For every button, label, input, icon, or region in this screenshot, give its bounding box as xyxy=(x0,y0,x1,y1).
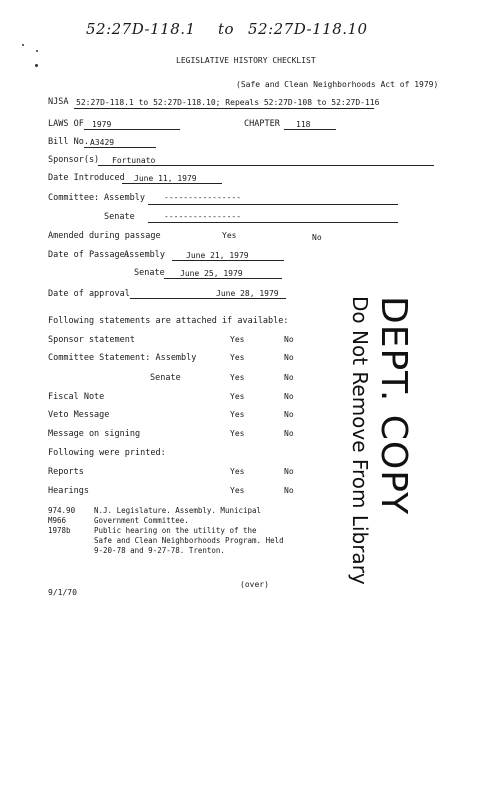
citation-line: N.J. Legislature. Assembly. Municipal xyxy=(94,506,262,515)
act-name: (Safe and Clean Neighborhoods Act of 1979) xyxy=(236,80,439,89)
date-code: 9/1/70 xyxy=(48,588,77,597)
statement-row-yes: Yes xyxy=(230,373,245,382)
committee-senate-underline xyxy=(148,222,398,223)
statement-row-yes: Yes xyxy=(230,335,245,344)
committee-senate-label: Senate xyxy=(104,212,135,222)
citation-line: Safe and Clean Neighborhoods Program. Held xyxy=(94,536,284,545)
statement-row-label: Fiscal Note xyxy=(48,392,105,402)
date-approval-underline xyxy=(130,298,286,299)
passage-assembly-underline xyxy=(172,260,284,261)
njsa-value: 52:27D-118.1 to 52:27D-118.10; Repeals 52:27D-108 to 52:27D-116 xyxy=(76,98,380,107)
committee-assembly-underline xyxy=(148,204,398,205)
dept-copy-stamp: DEPT. COPY xyxy=(373,296,414,516)
committee-assembly-label: Assembly xyxy=(104,193,145,203)
statement-row-no: No xyxy=(284,410,294,419)
statement-row-label: Committee Statement: Assembly xyxy=(48,353,197,363)
printed-row-yes: Yes xyxy=(230,486,245,495)
statement-row-label: Sponsor statement xyxy=(48,335,135,345)
bill-no-underline xyxy=(84,147,156,148)
committee-label: Committee: xyxy=(48,193,100,203)
handwritten-range-start: 52:27D-118.1 xyxy=(86,20,196,38)
sponsor-value: Fortunato xyxy=(112,156,156,165)
passage-senate-underline xyxy=(164,278,282,279)
passage-senate-label: Senate xyxy=(134,268,165,278)
handwritten-range-end: 52:27D-118.10 xyxy=(248,20,368,38)
call-number-line: 974.90 xyxy=(48,506,76,515)
committee-assembly-value: ---------------- xyxy=(164,193,242,202)
margin-mark xyxy=(22,44,24,46)
do-not-remove-stamp: Do Not Remove From Library xyxy=(348,296,372,585)
chapter-value: 118 xyxy=(296,120,311,129)
over-note: (over) xyxy=(240,580,269,589)
statement-row-label: Veto Message xyxy=(48,410,110,420)
laws-of-label: LAWS OF xyxy=(48,119,84,129)
statement-row-yes: Yes xyxy=(230,392,245,401)
passage-assembly-value: June 21, 1979 xyxy=(186,251,249,260)
statement-row-yes: Yes xyxy=(230,353,245,362)
date-introduced-underline xyxy=(122,183,222,184)
citation-line: 9-20-78 and 9-27-78. Trenton. xyxy=(94,546,225,555)
handwritten-to: to xyxy=(218,20,235,38)
njsa-underline xyxy=(74,108,374,109)
margin-mark xyxy=(35,64,38,67)
njsa-label: NJSA xyxy=(48,97,69,107)
chapter-label: CHAPTER xyxy=(244,119,280,129)
laws-of-underline xyxy=(84,129,180,130)
passage-assembly-label: Assembly xyxy=(124,250,165,260)
call-number-line: M966 xyxy=(48,516,67,525)
date-approval-label: Date of approval xyxy=(48,289,130,299)
bill-no-label: Bill No. xyxy=(48,137,89,147)
date-introduced-label: Date Introduced xyxy=(48,173,125,183)
page-title: LEGISLATIVE HISTORY CHECKLIST xyxy=(176,56,316,65)
statement-row-no: No xyxy=(284,373,294,382)
committee-senate-value: ---------------- xyxy=(164,212,242,221)
date-passage-label: Date of Passage: xyxy=(48,250,130,260)
statement-row-no: No xyxy=(284,392,294,401)
laws-of-value: 1979 xyxy=(92,120,112,129)
printed-row-label: Reports xyxy=(48,467,84,477)
printed-row-label: Hearings xyxy=(48,486,89,496)
statement-row-no: No xyxy=(284,429,294,438)
statement-row-label: Message on signing xyxy=(48,429,141,439)
bill-no-value: A3429 xyxy=(90,138,115,147)
passage-senate-value: June 25, 1979 xyxy=(180,269,243,278)
amended-yes: Yes xyxy=(222,231,237,240)
statement-row-no: No xyxy=(284,353,294,362)
printed-row-no: No xyxy=(284,486,294,495)
amended-no: No xyxy=(312,233,322,242)
printed-intro: Following were printed: xyxy=(48,448,166,458)
chapter-underline xyxy=(284,129,336,130)
citation-line: Public hearing on the utility of the xyxy=(94,526,257,535)
printed-row-no: No xyxy=(284,467,294,476)
statement-row-no: No xyxy=(284,335,294,344)
date-approval-value: June 28, 1979 xyxy=(216,289,279,298)
sponsor-label: Sponsor(s) xyxy=(48,155,100,165)
call-number-line: 1978b xyxy=(48,526,71,535)
statement-row-label: Senate xyxy=(150,373,181,383)
printed-row-yes: Yes xyxy=(230,467,245,476)
sponsor-underline xyxy=(98,165,434,166)
date-introduced-value: June 11, 1979 xyxy=(134,174,197,183)
citation-line: Government Committee. xyxy=(94,516,189,525)
statement-row-yes: Yes xyxy=(230,410,245,419)
statements-intro: Following statements are attached if available: xyxy=(48,316,289,326)
amended-label: Amended during passage xyxy=(48,231,161,241)
margin-mark xyxy=(36,50,38,52)
statement-row-yes: Yes xyxy=(230,429,245,438)
